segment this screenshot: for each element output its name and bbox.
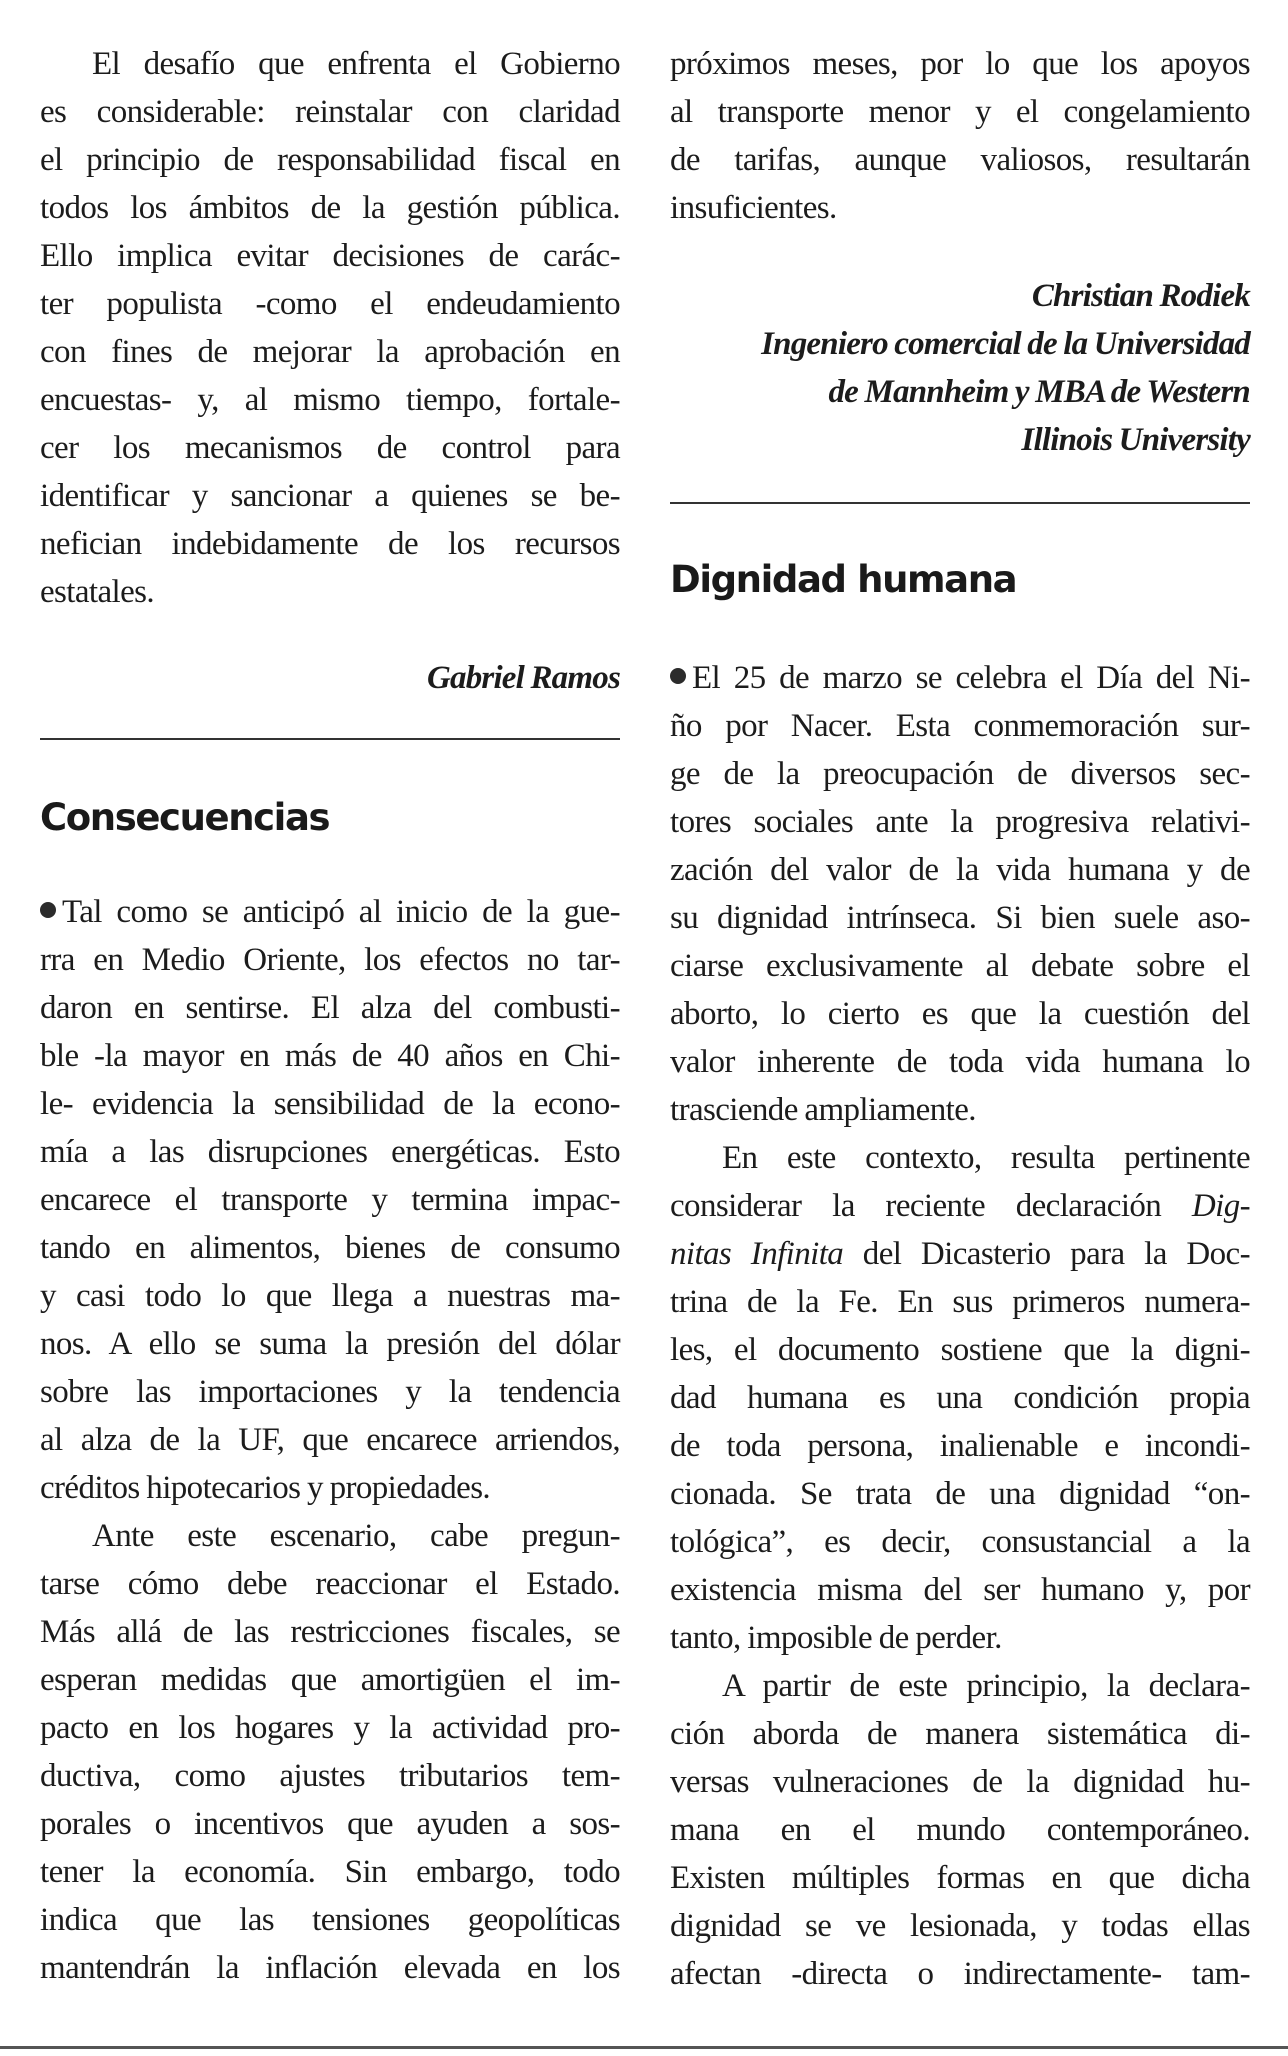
text-line: mantendrán la inflación elevada en los: [40, 1950, 620, 1986]
text-line: tener la economía. Sin embargo, todo: [40, 1854, 620, 1890]
text-line: Tal como se anticipó al inicio de la gue-: [40, 888, 620, 936]
text-line: cer los mecanismos de control para: [40, 430, 620, 466]
text-line: nitas Infinita del Dicasterio para la Doc-: [670, 1236, 1250, 1272]
text-line: El 25 de marzo se celebra el Día del Ni-: [670, 654, 1250, 702]
text-line: insuficientes.: [670, 190, 837, 226]
text-line: Existen múltiples formas en que dicha: [670, 1860, 1250, 1896]
text-line: les, el documento sostiene que la digni-: [670, 1332, 1250, 1368]
text-line: versas vulneraciones de la dignidad hu-: [670, 1764, 1250, 1800]
text-line: mía a las disrupciones energéticas. Esto: [40, 1134, 620, 1170]
author-name: Gabriel Ramos: [426, 660, 620, 696]
text-line: aborto, lo cierto es que la cuestión del: [670, 996, 1250, 1032]
text-line: ble -la mayor en más de 40 años en Chi-: [40, 1038, 620, 1074]
text-line: existencia misma del ser humano y, por: [670, 1572, 1250, 1608]
author-name: Christian Rodiek: [1031, 278, 1250, 314]
text-line: cionada. Se trata de una dignidad “on-: [670, 1476, 1250, 1512]
bullet-icon: [670, 668, 686, 684]
text-line: ductiva, como ajustes tributarios tem-: [40, 1758, 620, 1794]
text-line: de tarifas, aunque valiosos, resultarán: [670, 142, 1250, 178]
text-line: tanto, imposible de perder.: [670, 1620, 1002, 1656]
text-line: esperan medidas que amortigüen el im-: [40, 1662, 620, 1698]
text-line: El desafío que enfrenta el Gobierno: [92, 46, 620, 82]
section-heading: Dignidad humana: [670, 558, 1017, 601]
text-line: con fines de mejorar la aprobación en: [40, 334, 620, 370]
text-line: encuestas- y, al mismo tiempo, fortale-: [40, 382, 620, 418]
text-line: rra en Medio Oriente, los efectos no tar-: [40, 942, 620, 978]
author-title: Illinois University: [1021, 422, 1250, 458]
text-line: de toda persona, inalienable e incondi-: [670, 1428, 1250, 1464]
text-line: ño por Nacer. Esta conmemoración sur-: [670, 708, 1250, 744]
text-line: tológica”, es decir, consustancial a la: [670, 1524, 1250, 1560]
text-line: estatales.: [40, 574, 155, 610]
section-heading: Consecuencias: [40, 796, 330, 839]
text-line: y casi todo lo que llega a nuestras ma-: [40, 1278, 620, 1314]
text-line: sobre las importaciones y la tendencia: [40, 1374, 620, 1410]
text-line: todos los ámbitos de la gestión pública.: [40, 190, 620, 226]
text-line: el principio de responsabilidad fiscal en: [40, 142, 620, 178]
text-line: dad humana es una condición propia: [670, 1380, 1250, 1416]
text-line: tores sociales ante la progresiva relativi-: [670, 804, 1250, 840]
text-line: trina de la Fe. En sus primeros numera-: [670, 1284, 1250, 1320]
text-line: En este contexto, resulta pertinente: [722, 1140, 1250, 1176]
text-line: zación del valor de la vida humana y de: [670, 852, 1250, 888]
bullet-icon: [40, 902, 56, 918]
text-line: trasciende ampliamente.: [670, 1092, 976, 1128]
text-line: ciarse exclusivamente al debate sobre el: [670, 948, 1250, 984]
text-line: tando en alimentos, bienes de consumo: [40, 1230, 620, 1266]
text-line: es considerable: reinstalar con claridad: [40, 94, 620, 130]
text-line: créditos hipotecarios y propiedades.: [40, 1470, 491, 1506]
text-line: A partir de este principio, la declara-: [722, 1668, 1250, 1704]
divider: [40, 738, 620, 740]
text-line: su dignidad intrínseca. Si bien suele aso-: [670, 900, 1250, 936]
text-line: próximos meses, por lo que los apoyos: [670, 46, 1250, 82]
text-line: encarece el transporte y termina impac-: [40, 1182, 620, 1218]
text-line: ter populista -como el endeudamiento: [40, 286, 620, 322]
text-line: pacto en los hogares y la actividad pro-: [40, 1710, 620, 1746]
text-line: nefician indebidamente de los recursos: [40, 526, 620, 562]
text-line: dignidad se ve lesionada, y todas ellas: [670, 1908, 1250, 1944]
text-line: al alza de la UF, que encarece arriendos,: [40, 1422, 620, 1458]
text-line: porales o incentivos que ayuden a sos-: [40, 1806, 620, 1842]
text-line: daron en sentirse. El alza del combusti-: [40, 990, 620, 1026]
text-line: tarse cómo debe reaccionar el Estado.: [40, 1566, 620, 1602]
text-line: afectan -directa o indirectamente- tam-: [670, 1956, 1250, 1992]
page-bottom-rule: [0, 2046, 1288, 2049]
text-line: al transporte menor y el congelamiento: [670, 94, 1250, 130]
text-line: mana en el mundo contemporáneo.: [670, 1812, 1250, 1848]
text-line: Ante este escenario, cabe pregun-: [92, 1518, 620, 1554]
text-line: le- evidencia la sensibilidad de la econo-: [40, 1086, 620, 1122]
text-line: ge de la preocupación de diversos sec-: [670, 756, 1250, 792]
text-line: ción aborda de manera sistemática di-: [670, 1716, 1250, 1752]
text-line: nos. A ello se suma la presión del dólar: [40, 1326, 620, 1362]
author-title: de Mannheim y MBA de Western: [828, 374, 1250, 410]
divider: [670, 502, 1250, 504]
text-line: indica que las tensiones geopolíticas: [40, 1902, 620, 1938]
text-line: valor inherente de toda vida humana lo: [670, 1044, 1250, 1080]
text-line: Más allá de las restricciones fiscales, se: [40, 1614, 620, 1650]
text-line: considerar la reciente declaración Dig-: [670, 1188, 1250, 1224]
text-line: Ello implica evitar decisiones de carác-: [40, 238, 620, 274]
text-line: identificar y sancionar a quienes se be-: [40, 478, 620, 514]
author-title: Ingeniero comercial de la Universidad: [761, 326, 1250, 362]
